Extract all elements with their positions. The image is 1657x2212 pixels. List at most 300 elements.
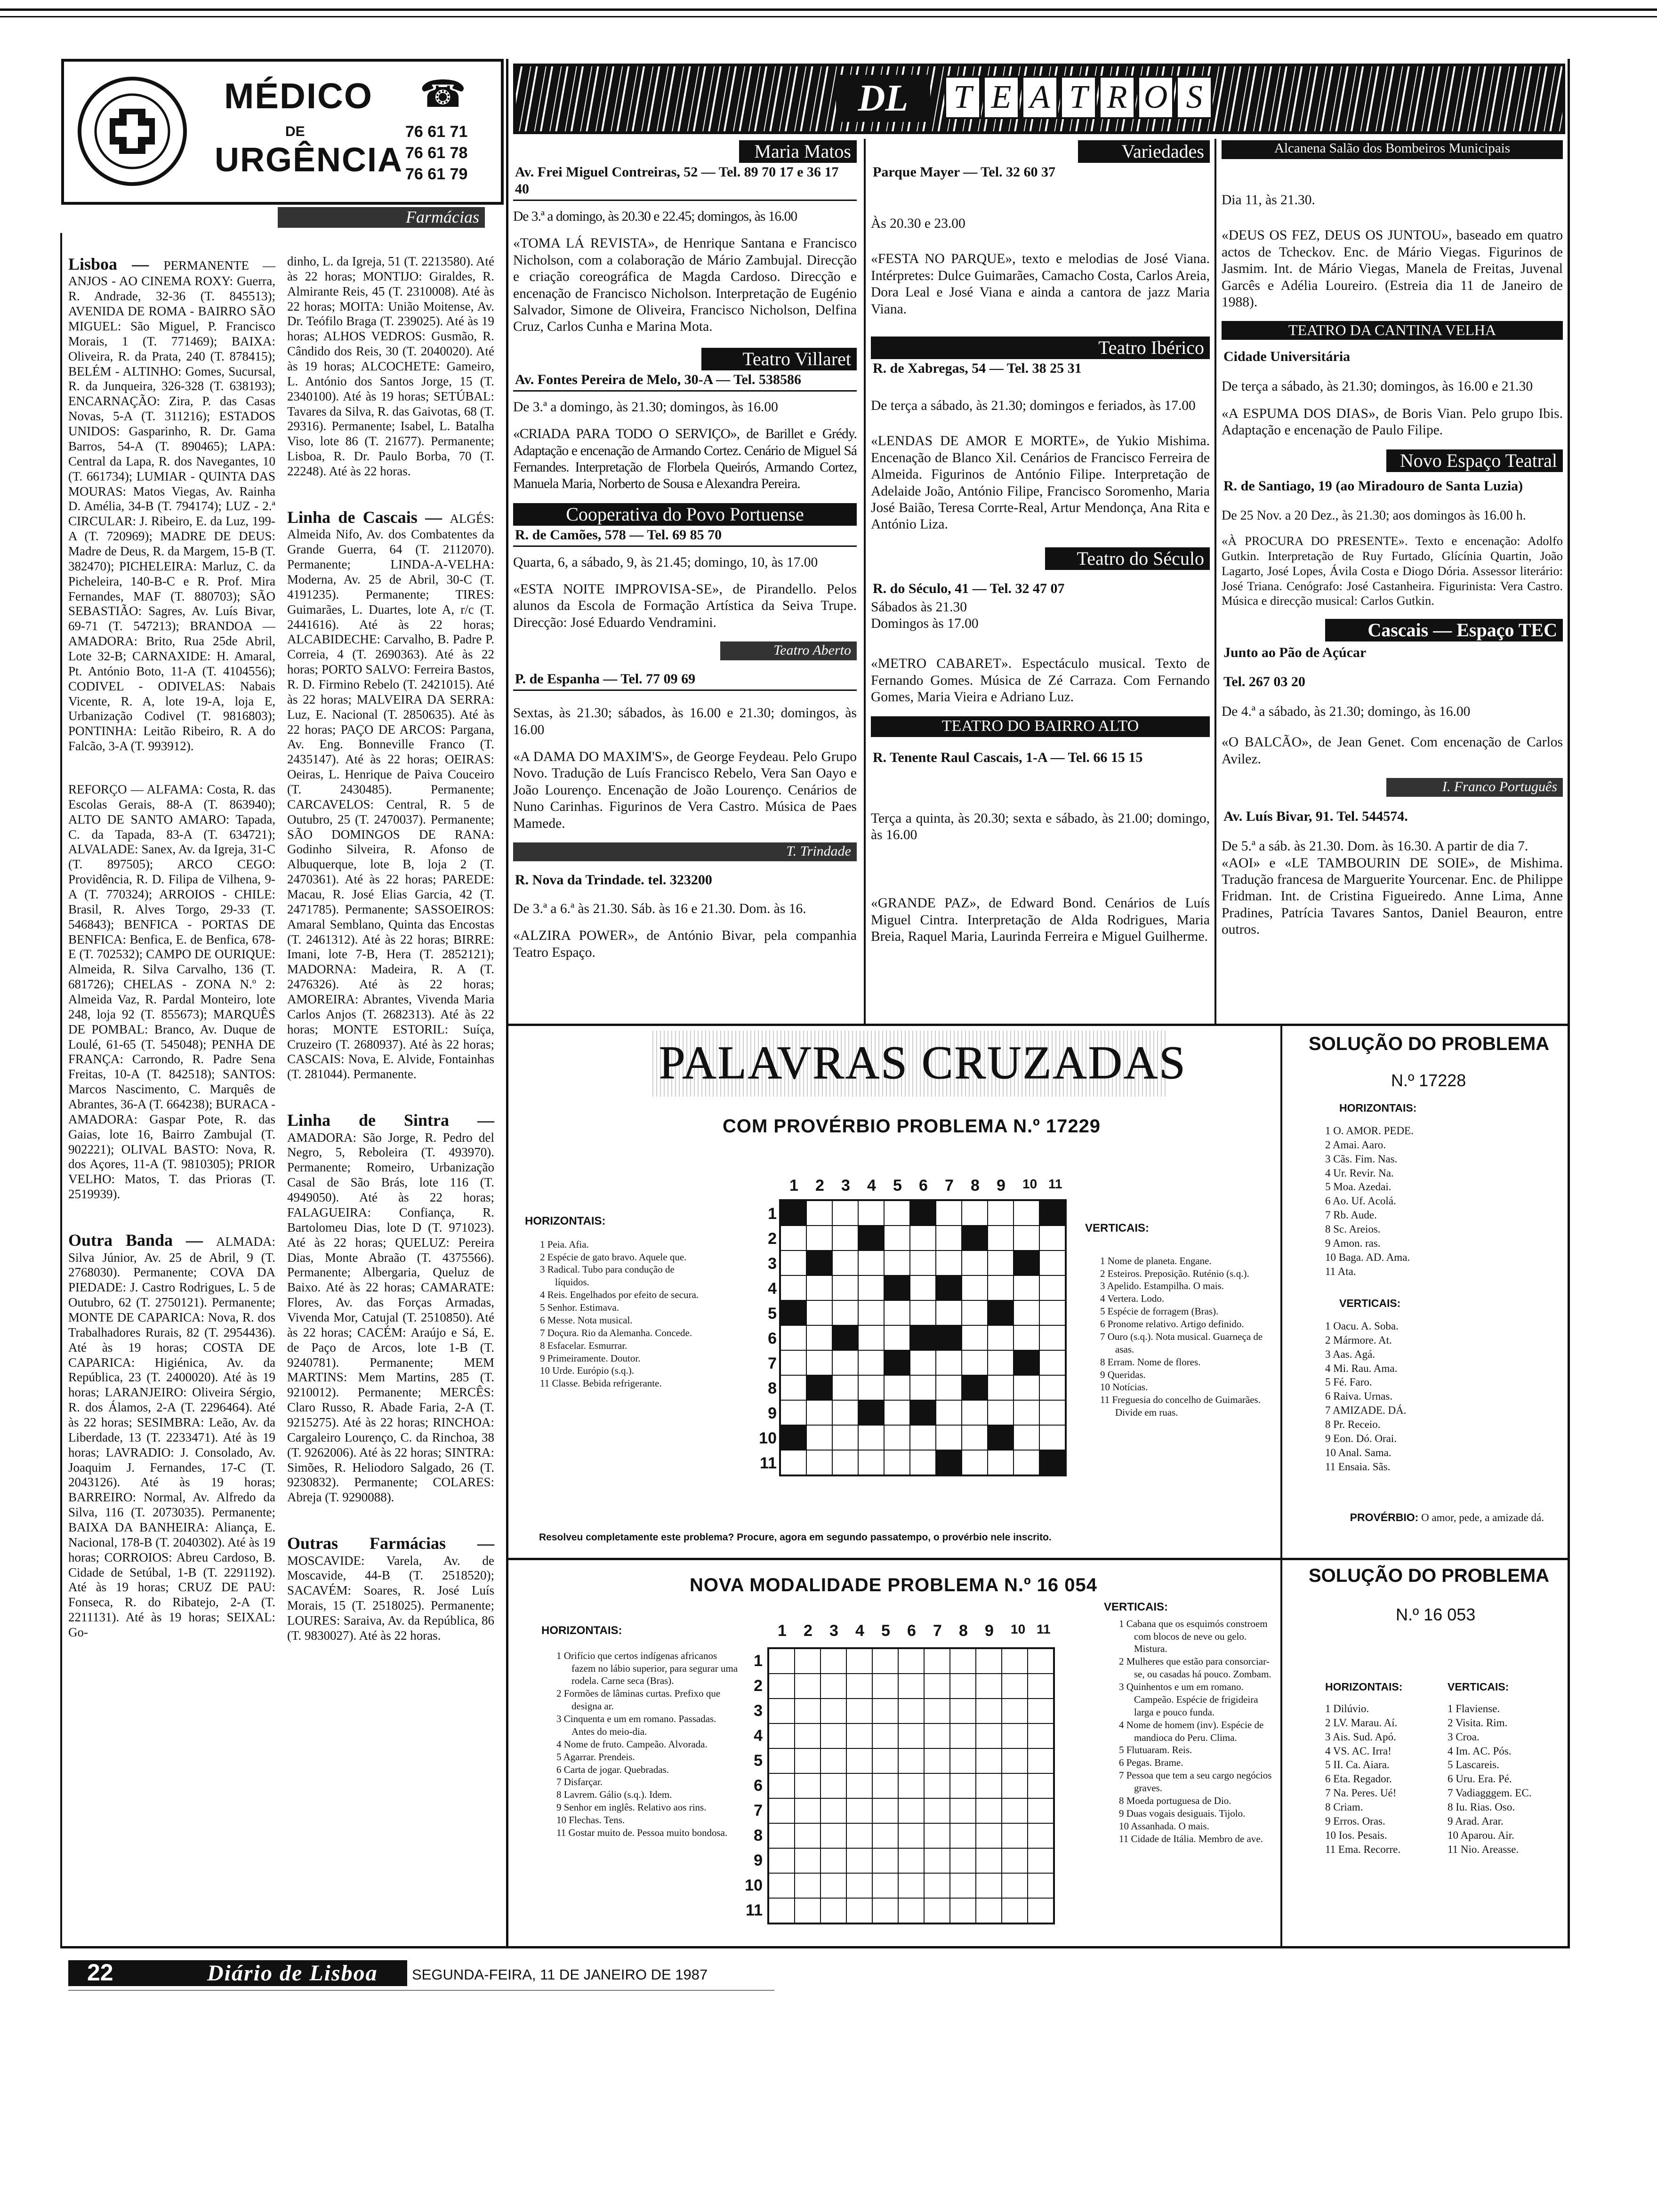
grid-cell [976,1874,1001,1898]
grid-cell [988,1351,1013,1375]
pharmacy-section [287,1110,494,1505]
grid-cell [873,1674,898,1698]
grid-cell [1028,1774,1053,1798]
grid-row-number: 4 [768,1280,777,1298]
grid-cell [1002,1749,1027,1773]
grid-cell [885,1226,909,1250]
grid-cell [950,1724,975,1748]
grid-row-number: 7 [754,1802,763,1819]
grid-cell [859,1376,884,1400]
grid-cell [859,1301,884,1325]
grid-cell [936,1251,961,1275]
grid-cell [962,1326,987,1350]
grid-cell [769,1824,794,1848]
grid-cell [988,1226,1013,1250]
grid-cell [885,1251,909,1275]
p2-title: NOVA MODALIDADE PROBLEMA N.º 16 054 [690,1575,1098,1595]
pharmacy-section [68,1230,275,1640]
grid-cell [988,1301,1013,1325]
clue-item: 4 Reis. Engelhados por efeito de secura. [540,1289,699,1301]
solution-item: 1 Oacu. A. Soba. [1325,1320,1399,1332]
description: «ESTA NOITE IMPROVISA-SE», de Pirandello. Pelos alunos da Escola de Formação Artística da Seiva Trupe. Direcção: José Eduardo Vendramini. [513,582,857,630]
grid-cell [859,1426,884,1450]
grid-cell [833,1201,858,1225]
solution-item: 9 Amon. ras. [1325,1237,1381,1250]
pharmacy-section-text: ALGÉS: Almeida Nifo, Av. dos Combatentes da Grande Guerra, 64 (T. 2112070). Permanente; LINDA-A-VELHA: Moderna, Av. 25 de Abril, 30-C (T. 4191235). Permanente; TIRES: Guimarães, L. Duartes, lote A, r/c (T. 2441616). Até às 22 horas; ALCABIDECHE: Carvalho, B. Padre P. Correia, 4 (T. 2690363). Até às 22 horas; PORTO SALVO: Ferreira Bastos, R. D. Firmino Rebelo (T. 2421015). Até às 22 horas; MALVEIRA DA SERRA: Luz, E. Nacional (T. 2850635). Até às 22 horas; PAÇO DE ARCOS: Pargana, Av. Eng. Bonneville Franco (T. 2435147). Até às 22 horas; OEIRAS: Oeiras, L. Henrique de Paiva Couceiro (T. 2430485). Permanente; CARCAVELOS: Central, R. 5 de Outubro, 25 (T. 2470037). Permanente; SÃO DOMINGOS DE RANA: Godinho Silveira, R. Afonso de Albuquerque, lote B, loja 2 (T. 2470361). Até às 22 horas; PAREDE: Macau, R. José Elias Garcia, 42 (T. 2471785). Permanente; SASSOEIROS: Amaral Semblano, Quinta das Encostas (T. 2461312). Até às 22 horas; BIRRE: Imani, lote 7-B, Hera (T. 2852121); MADORNA: Madeira, R. A (T. 2476326). Até às 22 horas; AMOREIRA: Abrantes, Vivenda Maria Carlos Anjos (T. 2682313). Até às 22 horas; MONTE ESTORIL: Suíça, Cruzeiro (T. 2680937). Até às 22 horas; CASCAIS: Nova, E. Alvide, Fontainhas (T. 281044). Permanente. [287,511,494,1082]
solution-item: 3 Ais. Sud. Apó. [1325,1731,1396,1743]
pharmacy-section-text: PERMANENTE — ANJOS - AO CINEMA ROXY: Guerra, R. Andrade, 32-36 (T. 845513); AVENIDA DE ROMA - BAIRRO SÃO MIGUEL: São Miguel, P. Francisco Morais, 1 (T. 771469); BAIXA: Oliveira, R. da Prata, 240 (T. 878415); BELÉM - ALTINHO: Gomes, Sucursal, R. da Junqueira, 326-328 (T. 638193); ENCARNAÇÃO: Zira, P. das Casas Novas, 5-A (T. 311216); ESTADOS UNIDOS: Gasparinho, R. Dr. Gama Barros, 54-A (T. 890465); LAPA: Central da Lapa, R. dos Navegantes, 10 (T. 661734); LUMIAR - QUINTA DAS MOURAS: Matos Viegas, Av. Rainha D. Amélia, 34-B (T. 794174); LUZ - 2.ª CIRCULAR: J. Ribeiro, E. da Luz, 199-A (T. 720969); MADRE DE DEUS: Madre de Deus, R. da Margem, 15-B (T. 382470); PICHELEIRA: Marluz, C. da Picheleira, 140-B-C e R. Prof. Mira Fernandes, MAF (T. 880703); SÃO SEBASTIÃO: Sagres, Av. Luís Bivar, 69-71 (T. 547213); BRANDOA — AMADORA: Brito, Rua 25de Abril, Lote 32-B; CARNAXIDE: H. Amaral, Pt. António Boto, 11-A (T. 4104556); CODIVEL - ODIVELAS: Nabais Vicente, R. A, lote 19-A, loja E, Urbanização Codivel (T. 9816803); PONTINHA: Leitão Ribeiro, R. A do Falcão, 3-A (T. 993912). [68,258,275,753]
sol2-verticais [1448,1680,1565,1857]
grid-cell [1014,1451,1039,1475]
grid-cell [988,1326,1013,1350]
grid-cell [936,1426,961,1450]
clue-item: 7 Pessoa que tem a seu cargo negócios graves. [1119,1770,1272,1794]
clue-item: 7 Disfarçar. [556,1776,603,1788]
grid-cell [1028,1799,1053,1823]
grid-cell [807,1351,832,1375]
grid-cell [859,1351,884,1375]
grid-cell [1014,1376,1039,1400]
sol2-v-label: VERTICAIS: [1448,1681,1509,1693]
grid-cell [859,1401,884,1425]
solution-item: 6 Uru. Era. Pé. [1448,1773,1512,1785]
grid-cell [1028,1874,1053,1898]
grid-cell [847,1849,872,1873]
grid-cell [936,1401,961,1425]
grid-cell [988,1451,1013,1475]
grid-cell [1014,1276,1039,1300]
schedule: De terça a sábado, às 21.30; domingos, às 16.00 e 21.30 [1222,379,1533,394]
pharmacy-section [68,254,275,754]
grid-cell [769,1899,794,1923]
clue-item: 11 Cidade de Itália. Membro de ave. [1119,1833,1263,1844]
teatros-letter: T [944,76,981,119]
grid-cell [950,1749,975,1773]
grid-cell [807,1251,832,1275]
grid-cell [1002,1649,1027,1673]
description: «A ESPUMA DOS DIAS», de Boris Vian. Pelo grupo Ibis. Adaptação e encenação de Paulo Filipe. [1222,406,1563,438]
grid-cell [962,1251,987,1275]
theatre-villaret-address: Av. Fontes Pereira de Melo, 30-A — Tel. 538586 [513,370,857,392]
clue-item: 4 Vertera. Lodo. [1100,1293,1165,1305]
theatre-maria-matos-address: Av. Frei Miguel Contreiras, 52 — Tel. 89 70 17 e 36 17 40 [513,163,857,201]
grid-cell [936,1301,961,1325]
theatre-cascais-address: Junto ao Pão de Açúcar [1223,645,1367,661]
clue-item: 3 Radical. Tubo para condução de líquidos. [540,1264,675,1288]
grid-cell [873,1649,898,1673]
p2-horizontais [541,1624,739,1839]
p1-grid [779,1199,1067,1476]
description: «ALZIRA POWER», de António Bivar, pela companhia Teatro Espaço. [513,928,857,960]
teatros-banner [513,64,1565,134]
grid-cell [781,1351,806,1375]
solution-item: 7 AMIZADE. DÁ. [1325,1404,1407,1417]
solution-item: 8 Pr. Receio. [1325,1419,1381,1431]
solution-item: 3 Cãs. Fim. Nas. [1325,1153,1398,1165]
grid-row-number: 9 [768,1404,777,1422]
theatre-alcanena-text [1222,192,1563,311]
urgencia-title: URGÊNCIA [215,141,403,179]
grid-row-number: 3 [768,1255,777,1273]
clue-item: 11 Freguesia do concelho de Guimarães. Divide em ruas. [1100,1394,1261,1419]
grid-cell [1040,1351,1065,1375]
grid-cell [910,1301,935,1325]
dl-logo: DL [836,75,930,122]
theatre-variedades-text [871,216,1210,318]
grid-cell [910,1201,935,1225]
grid-cell [821,1774,846,1798]
p1-grid-top-numbers [784,1177,1076,1195]
pharmacy-section [287,507,494,1082]
sol1-num: N.º 17228 [1391,1071,1466,1090]
grid-cell [976,1674,1001,1698]
grid-cell [821,1799,846,1823]
theatre-franco-header: I. Franco Português [1386,778,1563,797]
schedule: De 3.ª a domingo, às 21.30; domingos, às 16.00 [513,399,778,415]
schedule: Às 20.30 e 23.00 [871,216,965,231]
medico-title: MÉDICO [224,76,373,116]
grid-cell [833,1351,858,1375]
grid-cell [885,1276,909,1300]
grid-cell [769,1649,794,1673]
grid-cell [950,1849,975,1873]
grid-cell [1014,1301,1039,1325]
theatre-cooperativa-text [513,554,857,632]
grid-cell [899,1699,924,1723]
grid-cell [821,1649,846,1673]
grid-cell [1028,1749,1053,1773]
grid-cell [873,1799,898,1823]
grid-cell [821,1849,846,1873]
footer-page: 22 [87,1959,113,1986]
grid-cell [781,1226,806,1250]
grid-column-number: 1 [778,1622,787,1640]
pharmacy-col-2 [287,254,494,1672]
theatre-aberto-text [513,705,857,832]
grid-cell [847,1899,872,1923]
grid-column-number: 2 [804,1622,812,1640]
grid-cell [821,1699,846,1723]
clue-item: 2 Espécie de gato bravo. Aquele que. [540,1251,687,1263]
grid-cell [962,1351,987,1375]
schedule: De 5.ª a sáb. às 21.30. Dom. às 16.30. A partir de dia 7. [1222,839,1528,854]
grid-cell [859,1226,884,1250]
grid-cell [833,1426,858,1450]
grid-cell [910,1276,935,1300]
grid-cell [781,1251,806,1275]
crossword-right-rule [1568,1024,1570,1946]
grid-cell [936,1451,961,1475]
grid-cell [988,1376,1013,1400]
pharmacy-section-text: ALMADA: Silva Júnior, Av. 25 de Abril, 9 (T. 2768030). Permanente; COVA DA PIEDADE: J. Castro Rodrigues, L. 5 de Outubro, 62 (T. 2750121). Permanente; MONTE DE CAPARICA: Nova, R. dos Trabalhadores Rurais, 82 (T. 2954436). Até às 19 horas; COSTA DE CAPARICA: Higiénica, Av. da República, 23 (T. 2400020). Até às 19 horas; LARANJEIRO: Oliveira Sérgio, R. dos Álamos, 2-A (T. 2296464). Até às 22 horas; SESIMBRA: Leão, Av. da Liberdade, 13 (T. 2233471). Até às 19 horas; LAVRADIO: J. Consolado, Av. Joaquim J. Fernandes, 17-C (T. 2043126). Até às 19 horas; BARREIRO: Normal, Av. Alfredo da Silva, 116 (T. 2073035). Permanente; BAIXA DA BANHEIRA: Aliança, E. Nacional, 178-B (T. 2040302). Até às 19 horas; CORROIOS: Abreu Cardoso, B. Cidade de Setúbal, 1-B (T. 2291192). Até às 19 horas; CRUZ DE PAU: Fonseca, R. do Ribatejo, 2-A (T. 2211131). Até às 19 horas; SEIXAL: Go- [68,1234,275,1639]
phone-3: 76 61 79 [405,165,468,183]
grid-cell [950,1824,975,1848]
grid-cell [976,1899,1001,1923]
sol1-title: SOLUÇÃO DO PROBLEMA [1309,1034,1550,1054]
theatre-bairro-alto-text [871,810,1210,946]
solution-item: 5 Fé. Faro. [1325,1376,1372,1388]
clue-item: 8 Esfacelar. Esmurrar. [540,1339,627,1351]
grid-column-number: 7 [945,1177,954,1194]
theatre-iberico-address: R. de Xabregas, 54 — Tel. 38 25 31 [873,360,1082,376]
grid-cell [950,1899,975,1923]
clue-item: 4 Nome de homem (inv). Espécie de mandioca do Peru. Clima. [1119,1719,1264,1743]
p2-grid-side-numbers [739,1652,763,1934]
grid-cell [847,1649,872,1673]
grid-cell [885,1376,909,1400]
clue-item: 3 Apelido. Estampilha. O mais. [1100,1280,1224,1292]
solution-item: 7 Vadiagggem. EC. [1448,1787,1532,1799]
grid-cell [1014,1326,1039,1350]
grid-cell [899,1649,924,1673]
grid-cell [1014,1226,1039,1250]
theatre-cooperativa-address: R. de Camões, 578 — Tel. 69 85 70 [513,526,857,547]
grid-cell [925,1674,949,1698]
clue-item: 5 Agarrar. Prendeis. [556,1751,635,1763]
grid-cell [1040,1201,1065,1225]
grid-cell [976,1649,1001,1673]
grid-cell [885,1426,909,1450]
theatre-seculo-address: R. do Século, 41 — Tel. 32 47 07 [873,580,1065,596]
grid-cell [807,1401,832,1425]
sol1-proverb [1346,1511,1544,1525]
theatre-col-rule-2 [1215,139,1216,1024]
solution-item: 4 Ur. Revir. Na. [1325,1167,1394,1179]
grid-cell [1002,1874,1027,1898]
clue-item: 8 Lavrem. Gálio (s.q.). Idem. [556,1789,672,1801]
grid-cell [885,1401,909,1425]
phone-2: 76 61 78 [405,144,468,162]
grid-row-number: 8 [768,1379,777,1397]
grid-row-number: 3 [754,1702,763,1720]
grid-cell [873,1824,898,1848]
pharmacy-section-text: AMADORA: São Jorge, R. Pedro del Negro, 5, Reboleira (T. 493970). Permanente; Romeiro, Urbanização Casal de São Brás, lote 116 (T. 4949050). Até às 22 horas; FALAGUEIRA: Confiança, R. Bartolomeu Dias, lote D (T. 971023). Até às 22 horas; QUELUZ: Pereira Dias, Monte Abraão (T. 4375566). Permanente; Albergaria, Queluz de Baixo. Até às 22 horas; CAMARATE: Flores, Av. das Forças Armadas, Vivenda Mor, Catujal (T. 2510850). Até às 22 horas; CACÉM: Araújo e Sá, E. de Paço de Arcos, lote 1-B (T. 9240781). Permanente; MEM MARTINS: Mem Martins, 285 (T. 9210012). Permanente; MERCÊS: Claro Russo, R. Abade Faria, 2-A (T. 9215275). Até às 22 horas; RINCHOA: Cargaleiro Lourenço, C. da Rinchoa, 38 (T. 9262006). Até às 22 horas; SINTRA: Simões, R. Heliodoro Salgado, 26 (T. 9230832). Permanente; COLARES: Abreja (T. 9290088). [287,1130,494,1505]
theatre-cascais-text [1222,704,1563,768]
grid-cell [976,1849,1001,1873]
grid-cell [781,1426,806,1450]
clue-item: 10 Notícias. [1100,1381,1148,1393]
pharmacy-left-rule [60,233,62,1946]
clue-item: 5 Flutuaram. Reis. [1119,1744,1192,1756]
theatre-col-rule-1 [864,139,866,1024]
grid-cell [847,1724,872,1748]
solution-item: 7 Rb. Aude. [1325,1209,1377,1221]
grid-column-number: 6 [919,1177,928,1194]
p1-h-label: HORIZONTAIS: [525,1215,606,1227]
grid-cell [925,1724,949,1748]
p1-horizontais [525,1214,704,1390]
top-rule [0,8,1657,11]
grid-cell [1040,1226,1065,1250]
grid-cell [807,1376,832,1400]
clue-item: 6 Pronome relativo. Artigo definido. [1100,1318,1244,1330]
grid-cell [936,1201,961,1225]
grid-cell [976,1824,1001,1848]
theatre-iberico-header: Teatro Ibérico [871,337,1210,359]
schedule: Quarta, 6, a sábado, 9, às 21.45; domingo, 10, às 17.00 [513,554,818,570]
footer-date: SEGUNDA-FEIRA, 11 DE JANEIRO DE 1987 [412,1966,708,1983]
clue-item: 5 Senhor. Estimava. [540,1302,619,1314]
clue-item: 3 Quinhentos e um em romano. Campeão. Espécie de frigideira larga e pouco funda. [1119,1681,1258,1718]
grid-cell [769,1699,794,1723]
grid-cell [1028,1849,1053,1873]
solution-item: 2 Visita. Rim. [1448,1716,1508,1729]
solution-item: 11 Ensaia. Sãs. [1325,1460,1391,1473]
theatre-seculo-text [871,599,1210,706]
grid-cell [769,1674,794,1698]
pharmacy-section-text: REFORÇO — ALFAMA: Costa, R. das Escolas Gerais, 88-A (T. 863940); ALTO DE SANTO AMARO: Tapada, C. da Tapada, 83-A (T. 634721); ALVALADE: Sanex, Av. da Igreja, 31-C (T. 897505); ARCO CEGO: Providência, R. D. Filipa de Vilhena, 9-A (T. 770324); ARROIOS - CHILE: Brasil, R. Alves Torgo, 29-33 (T. 546843); BENFICA - PORTAS DE BENFICA: Benfica, E. de Benfica, 678-E (T. 702532); CAMPO DE OURIQUE: Almeida, R. Silva Carvalho, 136 (T. 681726); CHELAS - ZONA N.º 2: Almeida Vaz, R. Pardal Monteiro, lote 248, loja 92 (T. 855673); MARQUÊS DE POMBAL: Branco, Av. Duque de Loulé, 61-65 (T. 545048); PENHA DE FRANÇA: Carrondo, R. Padre Sena Freitas, 10-A (T. 842518); SANTOS: Marcos Nascimento, C. Marquês de Abrantes, 36-A (T. 664238); BURACA - AMADORA: Gaspar Pote, R. das Gaias, lote 16, Bairro Zambujal (T. 902221); OLIVAL BASTO: Nova, R. dos Açores, 11-A (T. 9810305); PRIOR VELHO: Matos, T. das Prioras (T. 2519939). [68,782,275,1202]
grid-cell [936,1351,961,1375]
grid-cell [847,1774,872,1798]
theatre-franco-text [1222,838,1563,938]
crossword-title [650,1031,1187,1097]
bottom-rule [60,1946,1570,1948]
theatre-col-1 [513,140,857,971]
grid-column-number: 5 [893,1177,902,1194]
solution-item: 10 Aparou. Air. [1448,1829,1514,1841]
grid-cell [1014,1201,1039,1225]
grid-column-number: 11 [1037,1622,1051,1636]
grid-cell [1028,1674,1053,1698]
description: «À PROCURA DO PRESENTE». Texto e encenação: Adolfo Gutkin. Interpretação de Ruy Furtado, Glícínia Quartin, João Lagarto, José Lopes, Ávila Costa e Diogo Dória. Assessor literário: José Triana. Cenógrafo: José Castanheira. Figurinista: Vera Castro. Música e direcção musical: Carlos Gutkin. [1222,534,1563,608]
grid-cell [873,1849,898,1873]
grid-cell [910,1451,935,1475]
grid-cell [962,1301,987,1325]
theatre-trindade-header: T. Trindade [513,842,857,861]
grid-row-number: 1 [768,1205,777,1223]
solution-item: 4 VS. AC. Irra! [1325,1745,1392,1757]
grid-cell [925,1799,949,1823]
grid-cell [1028,1899,1053,1923]
grid-cell [873,1899,898,1923]
clinic-logo [73,71,191,191]
pharmacy-section [68,782,275,1202]
grid-cell [807,1326,832,1350]
clue-item: 8 Erram. Nome de flores. [1100,1356,1201,1368]
grid-column-number: 5 [881,1622,890,1640]
solution-item: 11 Ata. [1325,1265,1356,1277]
farmacias-header: Farmácias [278,207,485,228]
crossword-mid-rule [508,1558,1570,1560]
grid-cell [899,1874,924,1898]
schedule: Sábados às 21.30 Domingos às 17.00 [871,599,979,632]
clue-item: 1 Peia. Afia. [540,1238,589,1250]
teatros-letter: T [1060,76,1097,119]
grid-cell [769,1849,794,1873]
solution-item: 6 Ao. Uf. Acolá. [1325,1195,1396,1207]
grid-cell [962,1276,987,1300]
clue-item: 8 Moeda portuguesa de Dio. [1119,1795,1231,1806]
grid-cell [1002,1899,1027,1923]
grid-cell [833,1401,858,1425]
grid-column-number: 10 [1011,1622,1026,1636]
grid-cell [821,1824,846,1848]
grid-cell [1040,1326,1065,1350]
sol1-proverb-label: PROVÉRBIO: [1350,1511,1419,1523]
grid-cell [925,1749,949,1773]
grid-cell [1002,1699,1027,1723]
clue-item: 9 Queridas. [1100,1369,1146,1380]
grid-cell [925,1824,949,1848]
grid-cell [925,1899,949,1923]
grid-column-number: 4 [855,1622,864,1640]
grid-row-number: 5 [754,1752,763,1770]
clue-item: 5 Espécie de forragem (Bras). [1100,1306,1219,1317]
grid-row-number: 1 [754,1652,763,1670]
grid-cell [962,1201,987,1225]
grid-cell [847,1699,872,1723]
theatre-cascais-tel: Tel. 267 03 20 [1223,674,1305,690]
solution-item: 10 Ios. Pesais. [1325,1829,1387,1841]
grid-cell [807,1301,832,1325]
theatre-aberto-header: Teatro Aberto [720,641,857,660]
solution-item: 2 LV. Marau. Aí. [1325,1716,1398,1729]
grid-row-number: 6 [768,1330,777,1347]
theatre-cantina-header: TEATRO DA CANTINA VELHA [1222,321,1563,340]
medico-de: DE [285,124,305,139]
teatros-letter: R [1099,76,1135,119]
grid-row-number: 4 [754,1727,763,1745]
grid-cell [899,1724,924,1748]
grid-cell [936,1226,961,1250]
clue-item: 9 Duas vogais desiguais. Tijolo. [1119,1807,1246,1819]
sol2-num: N.º 16 053 [1396,1605,1476,1624]
grid-row-number: 8 [754,1827,763,1844]
grid-cell [833,1226,858,1250]
grid-column-number: 4 [867,1177,876,1194]
grid-cell [795,1774,820,1798]
grid-cell [769,1799,794,1823]
grid-cell [910,1426,935,1450]
pharmacy-section-head: Linha de Sintra — [287,1111,494,1130]
clue-item: 2 Esteiros. Preposição. Ruténio (s.q.). [1100,1267,1249,1279]
grid-cell [936,1276,961,1300]
grid-cell [988,1251,1013,1275]
schedule: Terça a quinta, às 20.30; sexta e sábado, às 21.00; domingo, às 16.00 [871,810,1210,843]
solution-item: 3 Aas. Agá. [1325,1348,1375,1360]
grid-cell [962,1376,987,1400]
grid-cell [885,1326,909,1350]
theatre-maria-matos-text [513,208,857,336]
solution-item: 10 Anal. Sama. [1325,1446,1392,1459]
grid-cell [795,1849,820,1873]
solution-item: 8 Iu. Rias. Oso. [1448,1801,1515,1813]
grid-cell [847,1674,872,1698]
grid-cell [910,1226,935,1250]
grid-cell [962,1426,987,1450]
grid-cell [950,1649,975,1673]
grid-cell [781,1301,806,1325]
grid-cell [1028,1649,1053,1673]
grid-cell [885,1351,909,1375]
grid-column-number: 1 [789,1177,798,1194]
p2-verticais [1104,1600,1278,1845]
theatre-seculo-header: Teatro do Século [1045,547,1210,570]
theatre-villaret-header: Teatro Villaret [701,348,857,370]
teatros-letter: O [1137,76,1174,119]
grid-cell [1040,1401,1065,1425]
grid-cell [1040,1301,1065,1325]
grid-cell [910,1251,935,1275]
grid-cell [950,1674,975,1698]
grid-row-number: 7 [768,1354,777,1372]
solution-item: 2 Mármore. At. [1325,1334,1392,1346]
theatre-cantina-address: Cidade Universitária [1223,349,1351,365]
clue-item: 11 Gostar muito de. Pessoa muito bondosa. [556,1827,728,1838]
grid-cell [910,1401,935,1425]
clue-item: 9 Primeiramente. Doutor. [540,1352,641,1364]
crossword-title-text: PALAVRAS CRUZADAS [659,1036,1187,1089]
